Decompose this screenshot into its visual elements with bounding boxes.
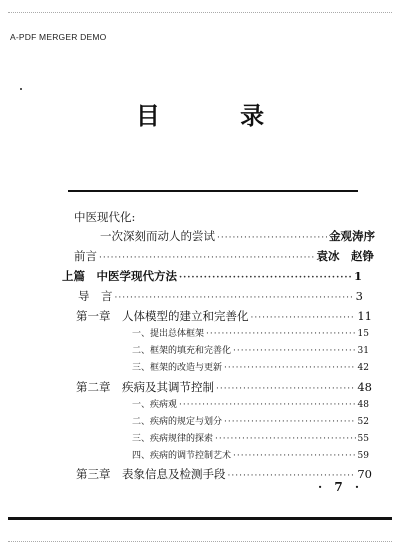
toc-entry-author: 金观涛序 (329, 229, 375, 243)
toc-entry-label: 二、框架的填充和完善化 (132, 346, 232, 356)
toc-entry-label: 三、框架的改造与更新 (132, 363, 223, 373)
toc-entry-label: 前言 (74, 249, 97, 263)
toc-leader-dots (115, 293, 354, 303)
toc-entry (132, 360, 369, 373)
top-dotted-border (8, 12, 392, 13)
toc-entry (132, 431, 369, 444)
toc-entry (100, 228, 375, 244)
toc-entry (74, 209, 274, 225)
toc-entry (78, 288, 363, 304)
toc-leader-dots (233, 346, 356, 356)
toc-entry-label: 四、疾病的调节控制艺术 (132, 451, 232, 461)
toc-entry (132, 343, 369, 356)
toc-entry-label: 一、疾病观 (132, 400, 178, 410)
toc-entry (74, 248, 374, 264)
toc-entry (132, 397, 369, 410)
toc-entry-page: 15 (357, 329, 369, 339)
watermark-text: A-PDF MERGER DEMO (10, 32, 107, 42)
toc-entry-label: 一、提出总体框架 (132, 329, 205, 339)
toc-entry-label: 第二章 疾病及其调节控制 (76, 380, 214, 394)
toc-entry-label: 上篇 中医学现代方法 (62, 269, 177, 283)
toc-leader-dots (99, 253, 315, 263)
page-bottom-edge (8, 517, 392, 520)
toc-leader-dots (206, 329, 356, 339)
toc-entry (76, 379, 372, 395)
toc-leader-dots (251, 313, 356, 323)
toc-entry (76, 308, 372, 324)
toc-leader-dots (179, 273, 352, 283)
toc-entry (62, 268, 362, 284)
toc-leader-dots (215, 434, 356, 444)
title-rule (68, 190, 358, 192)
toc-entry-page: 3 (355, 289, 363, 303)
toc-entry-page: 48 (357, 400, 369, 410)
toc-entry-label: 一次深刻而动人的尝试 (100, 229, 215, 243)
toc-entry-label: 第一章 人体模型的建立和完善化 (76, 309, 249, 323)
toc-leader-dots (217, 233, 327, 243)
scan-speck (20, 88, 22, 90)
toc-entry (132, 448, 369, 461)
toc-entry-page: 1 (353, 269, 362, 283)
toc-entry-page: 11 (357, 309, 372, 323)
toc-entry-page: 42 (357, 363, 369, 373)
toc-entry-page: 59 (357, 451, 369, 461)
toc-entry-label: 三、疾病规律的探索 (132, 434, 214, 444)
page-title: 目 录 (135, 101, 301, 130)
toc-leader-dots (233, 451, 356, 461)
toc-entry (132, 414, 369, 427)
toc-entry-page: 31 (357, 346, 369, 356)
bottom-dotted-border (8, 541, 392, 542)
page-number: · 7 · (318, 480, 364, 494)
toc-entry-label: 导 言 (78, 289, 113, 303)
toc-entry-author: 袁冰 赵铮 (316, 249, 374, 263)
toc-entry-label: 中医现代化: (74, 210, 136, 224)
toc-entry-page: 55 (357, 434, 369, 444)
toc-entry-page: 48 (357, 380, 372, 394)
toc-entry-label: 第三章 表象信息及检测手段 (76, 467, 226, 481)
toc-leader-dots (224, 417, 356, 427)
toc-leader-dots (216, 384, 355, 394)
toc-entry-label: 二、疾病的规定与划分 (132, 417, 223, 427)
toc-entry (132, 326, 369, 339)
toc-entry-page: 70 (357, 467, 372, 481)
toc-leader-dots (224, 363, 356, 373)
toc-leader-dots (179, 400, 356, 410)
toc-entry-page: 52 (357, 417, 369, 427)
